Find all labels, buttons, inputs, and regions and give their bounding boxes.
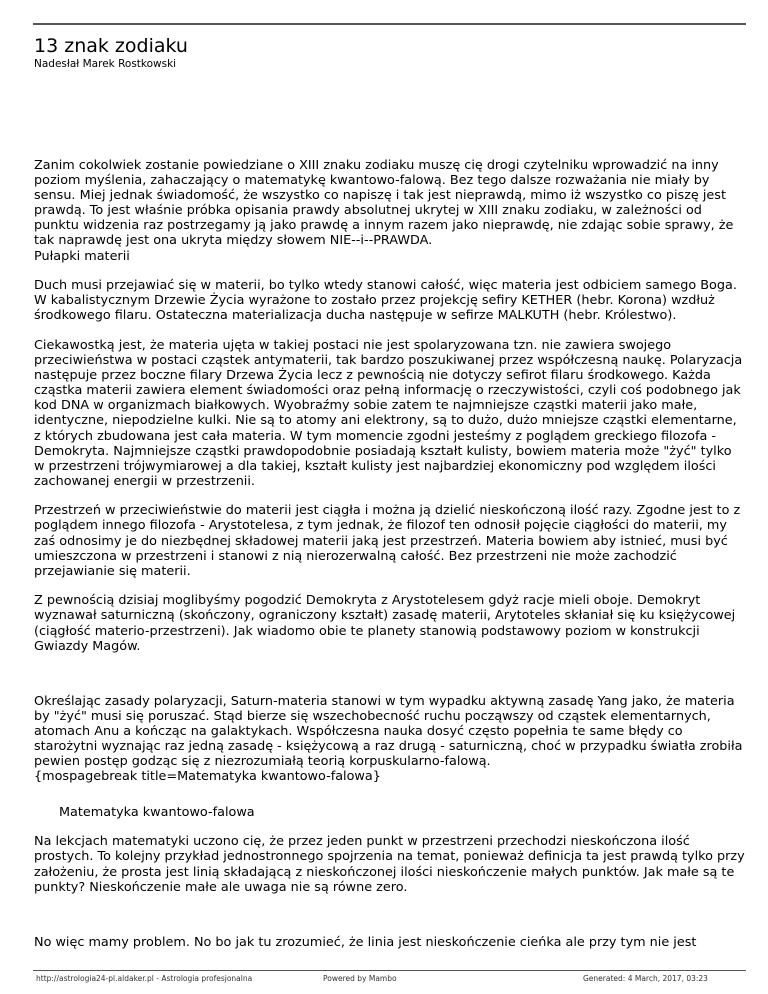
article-title: 13 znak zodiaku — [34, 35, 188, 57]
paragraph: Ciekawostką jest, że materia ujęta w takiej postaci nie jest spolaryzowana tzn. nie zawiera swojego przeciwieństwa w postaci cząstek antymaterii, tak bardzo poszukiwanej przez współczesną naukę. Polaryzacja następuje przez boczne filary Drzewa Życia lecz z pewnością nie dotyczy sefirot filaru środkowego. Każda cząstka materii zawiera element świadomości oraz pełną informację o rzeczywistości, czyli coś podobnego jak kod DNA w organizmach białkowych. Wyobraźmy sobie zatem te najmniejsze cząstki materii jako małe, identyczne, niepodzielne kulki. Nie są to atomy ani elektrony, są to dużo, dużo mniejsze cząstki elementarne, z których zbudowana jest cała materia. W tym momencie zgodni jesteśmy z poglądem greckiego filozofa - Demokryta. Najmniejsze cząstki prawdopodobnie posiadają kształt kulisty, bowiem materia może "żyć" tylko w przestrzeni trójwymiarowej a dla takiej, kształt kulisty jest najbardziej ekonomiczny pod względem ilości zachowanej energii w przestrzenii. — [34, 337, 743, 489]
top-divider — [33, 23, 746, 25]
footer-generated: Generated: 4 March, 2017, 03:23 — [583, 974, 708, 983]
footer-powered-by: Powered by Mambo — [323, 974, 397, 983]
article-author: Nadesłał Marek Rostkowski — [34, 58, 177, 70]
article-body — [34, 158, 746, 950]
footer-site-link[interactable]: http://astrologia24-pl.aldaker.pl - Astrologia profesjonalna — [36, 974, 253, 983]
paragraph: Na lekcjach matematyki uczono cię, że przez jeden punkt w przestrzeni przechodzi nieskończona ilość prostych. To kolejny przykład jednostronnego spojrzenia na temat, ponieważ definicja ta jest prawdą tylko przy założeniu, że prosta jest linią składającą z nieskończonej ilości nieskończenie małych punktów. Jak małe są te punkty? Nieskończenie małe ale uwaga nie są równe zero. — [34, 834, 745, 895]
footer-divider — [33, 970, 746, 971]
paragraph: Przestrzeń w przeciwieństwie do materii jest ciągła i można ją dzielić nieskończoną ilość razy. Zgodne jest to z poglądem innego filozofa - Arystotelesa, z tym jednak, że filozof ten odnosił pojęcie ciągłości do materii, my zaś odnosimy je do niezbędnej składowej materii jaką jest przestrzeń. Materia bowiem aby istnieć, musi być umieszczona w przestrzeni i stanowi z nią nierozerwalną całość. Bez przestrzeni nie może zachodzić przejawianie się materii. — [34, 503, 741, 579]
section-heading: Matematyka kwantowo-falowa — [59, 805, 255, 821]
paragraph: Duch musi przejawiać się w materii, bo tylko wtedy stanowi całość, więc materia jest odbiciem samego Boga. W kabalistycznym Drzewie Życia wyrażone to zostało przez projekcję sefiry KETHER (hebr. Korona) wzdłuż środkowego filaru. Ostateczna materializacja ducha następuje w sefirze MALKUTH (hebr. Królestwo). — [34, 278, 737, 324]
subheading-pulapki: Pułapki materii — [34, 248, 130, 264]
paragraph: Z pewnością dzisiaj moglibyśmy pogodzić Demokryta z Arystotelesem gdyż racje mieli oboje. Demokryt wyznawał saturniczną (skończony, ograniczony kształt) zasadę materii, Arytoteles skłaniał się ku księżycowej (ciągłość materio-przestrzeni). Jak wiadomo obie te planety stanowią podstawowy poziom w konstrukcji Gwiazdy Magów. — [34, 593, 736, 654]
page-break-marker: {mospagebreak title=Matematyka kwantowo-falowa} — [34, 769, 381, 785]
paragraph-intro: Zanim cokolwiek zostanie powiedziane o XIII znaku zodiaku muszę cię drogi czytelniku wprowadzić na inny poziom myślenia, zahaczający o matematykę kwantowo-falową. Bez tego dalsze rozważania nie miały by sensu. Miej jednak świadomość, że wszystko co napiszę i tak jest nieprawdą, mimo iż wszystko co piszę jest prawdą. To jest właśnie próbka opisania prawdy absolutnej ukrytej w XIII znaku zodiaku, w zależności od punktu widzenia raz postrzegamy ją jako prawdę a innym razem jako nieprawdę, nie zdając sobie sprawy, że tak naprawdę jest ona ukryta między słowem NIE--i--PRAWDA. — [34, 158, 734, 249]
paragraph: Określając zasady polaryzacji, Saturn-materia stanowi w tym wypadku aktywną zasadę Yang jako, że materia by "żyć" musi się poruszać. Stąd bierze się wszechobecność ruchu począwszy od cząstek elementarnych, atomach Anu a kończąc na galaktykach. Współczesna nauka dosyć często popełnia te same błędy co starożytni wyznając raz jedną zasadę - księżycową a raz drugą - saturniczną, choć w przypadku światła zrobiła pewien postęp godząc się z niezrozumiałą teorią korpuskularno-falową. — [34, 693, 743, 770]
paragraph: No więc mamy problem. No bo jak tu zrozumieć, że linia jest nieskończenie cieńka ale przy tym nie jest — [34, 934, 697, 950]
